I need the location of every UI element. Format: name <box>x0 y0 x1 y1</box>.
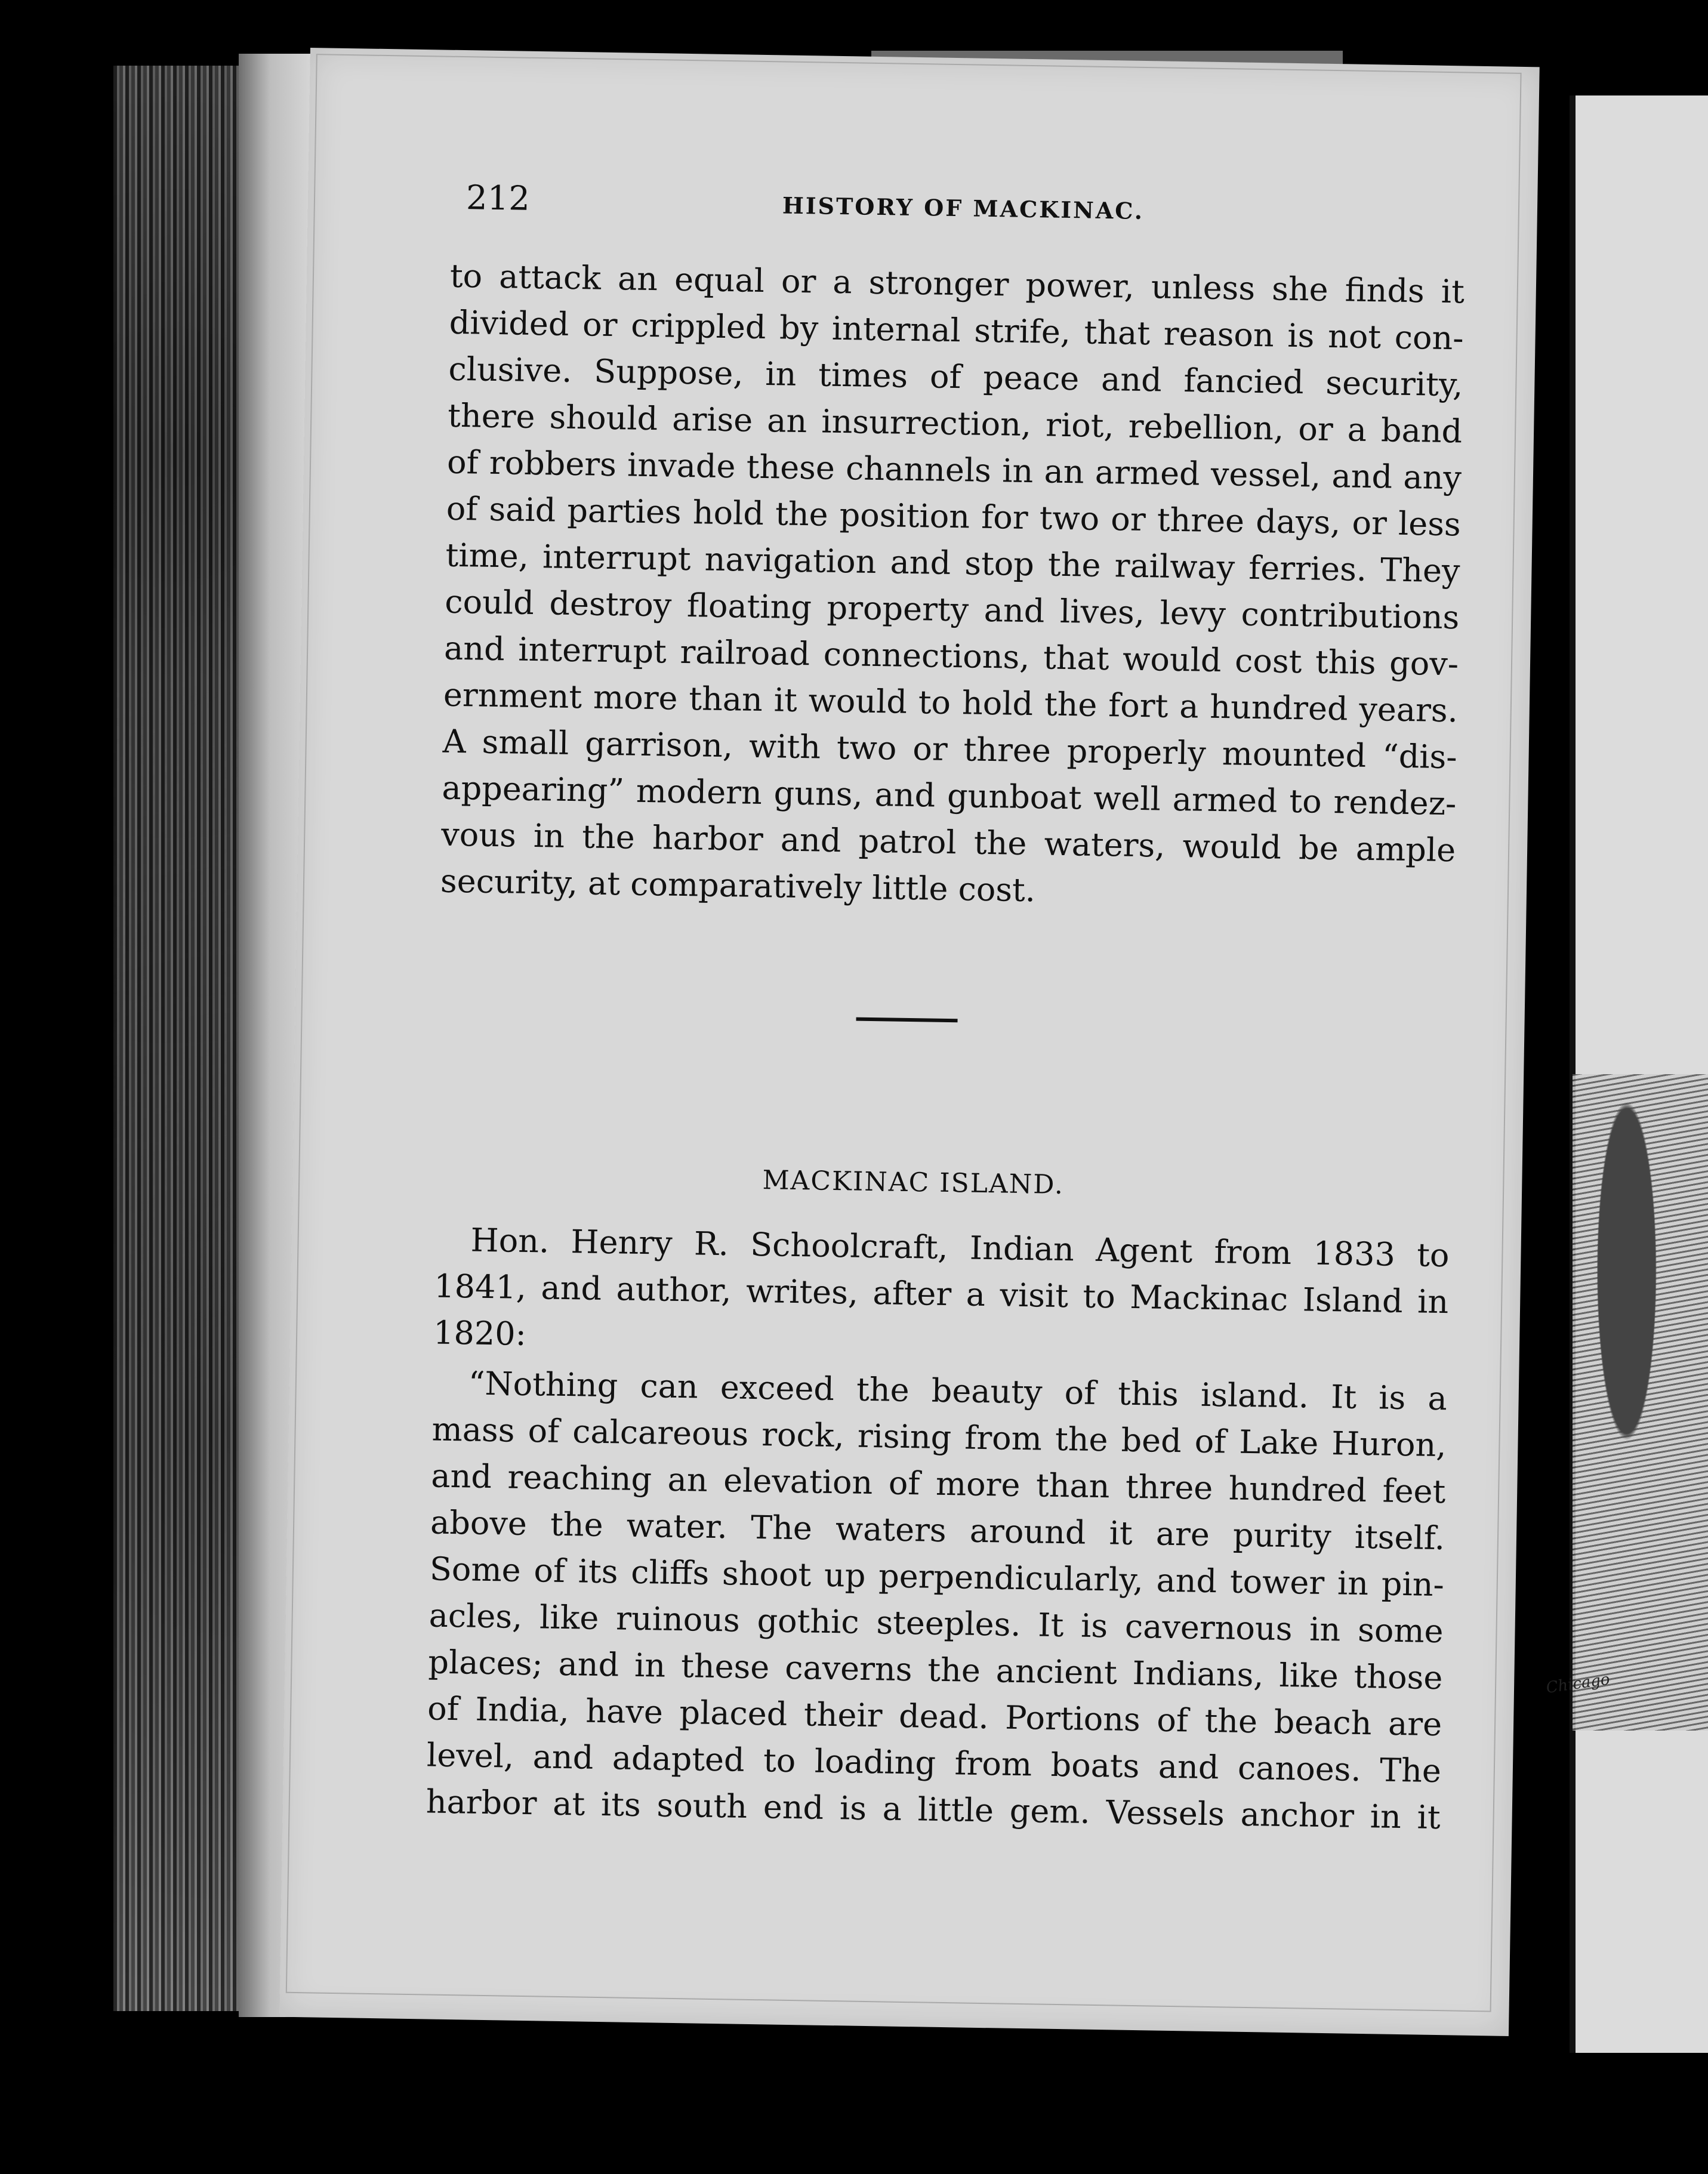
text-line: Hon. Henry R. Schoolcraft, Indian Agent from 1833 to <box>470 1221 1450 1275</box>
running-head-title: HISTORY OF MACKINAC. <box>782 192 1145 224</box>
text-line: Some of its cliffs shoot up perpendicularly, and tower in pin- <box>429 1550 1445 1604</box>
text-line: time, interrupt navigation and stop the railway ferries. They <box>445 536 1460 590</box>
text-line: mass of calcareous rock, rising from the bed of Lake Huron, <box>431 1410 1447 1464</box>
text-line: “Nothing can exceed the beauty of this island. It is a <box>468 1364 1448 1418</box>
text-line: acles, like ruinous gothic steeples. It is cavernous in some <box>428 1596 1444 1651</box>
text-line: A small garrison, with two or three properly mounted “dis- <box>442 722 1458 776</box>
text-line: 1820: <box>433 1313 527 1353</box>
text-line: vous in the harbor and patrol the waters, would be ample <box>440 815 1456 869</box>
page-number: 212 <box>465 178 531 218</box>
text-line: appearing” modern guns, and gunboat well armed to rendez- <box>442 769 1457 823</box>
text-line: harbor at its south end is a little gem. Vessels anchor in it <box>426 1783 1441 1837</box>
text-line: of said parties hold the position for two or three days, or less <box>446 489 1462 544</box>
paragraph-intro <box>433 1217 1450 1373</box>
paragraph-quote <box>426 1359 1447 1841</box>
text-line: there should arise an insurrection, riot, rebellion, or a band <box>447 396 1463 451</box>
text-line: could destroy floating property and lives, levy contributions <box>444 582 1460 637</box>
text-line: ernment more than it would to hold the fort a hundred years. <box>443 676 1459 730</box>
section-heading: MACKINAC ISLAND. <box>762 1165 1065 1201</box>
text-line: above the water. The waters around it are purity itself. <box>430 1503 1445 1558</box>
paragraph-continuation <box>440 253 1465 921</box>
text-line: to attack an equal or a stronger power, unless she finds it <box>449 257 1465 311</box>
text-line: security, at comparatively little cost. <box>440 862 1036 909</box>
text-line: and reaching an elevation of more than three hundred feet <box>430 1457 1446 1511</box>
facing-page-illustration <box>1573 1074 1708 1731</box>
text-line: of India, have placed their dead. Portions of the beach are <box>427 1689 1442 1744</box>
book-page <box>279 48 1540 2036</box>
text-line: clusive. Suppose, in times of peace and fancied security, <box>448 350 1463 404</box>
illustration-signature: Chicago <box>1544 1670 1611 1697</box>
text-line: of robbers invade these channels in an armed vessel, and any <box>446 443 1462 497</box>
text-line: 1841, and author, writes, after a visit to Mackinac Island in <box>433 1267 1449 1321</box>
text-line: places; and in these caverns the ancient Indians, like those <box>428 1643 1443 1697</box>
text-line: level, and adapted to loading from boats and canoes. The <box>426 1736 1442 1790</box>
text-line: divided or crippled by internal strife, that reason is not con- <box>449 303 1465 357</box>
text-line: and interrupt railroad connections, that would cost this gov- <box>443 629 1459 683</box>
